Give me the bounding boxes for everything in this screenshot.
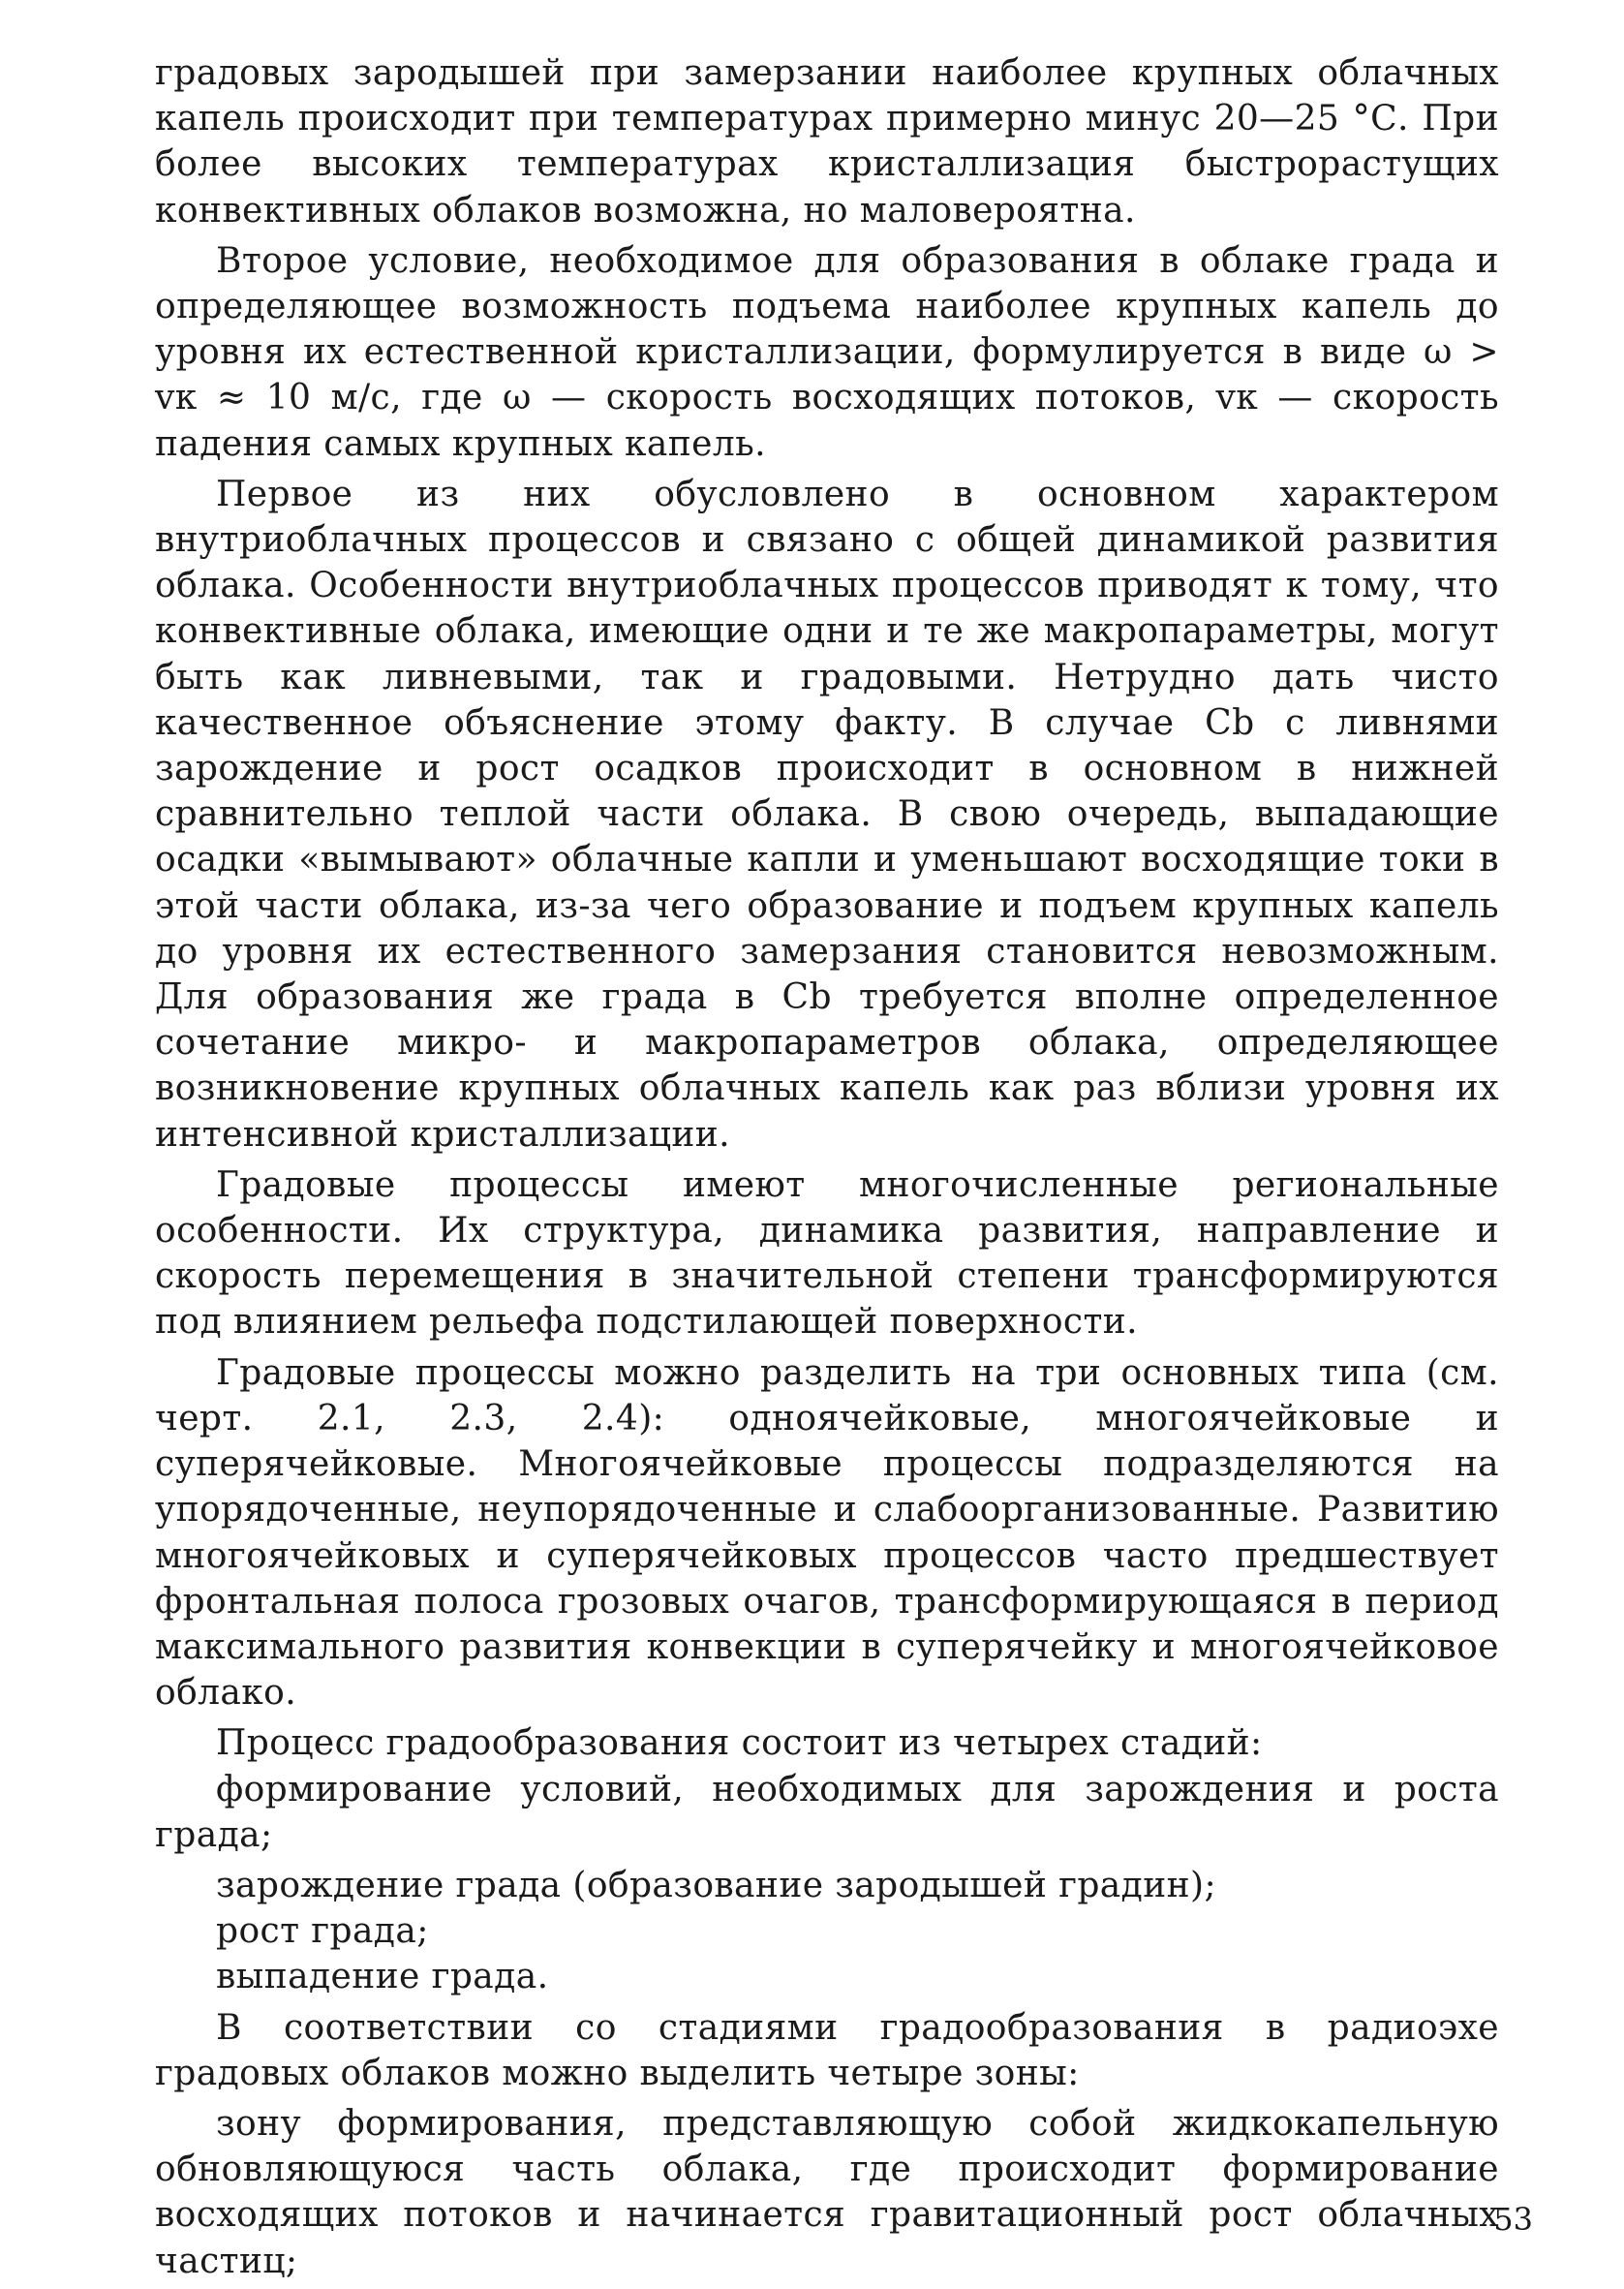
page-number: 53 xyxy=(1493,2201,1533,2238)
paragraph-second-condition: Второе условие, необходимое для образования в облаке града и определяющее возможность подъема наиболее крупных капель до уровня их естественной кристаллизации, формулируется в виде ω > vк ≈ 10 м/с, где ω — скорость восходящих потоков, vк — скорость падения самых крупных капель. xyxy=(155,240,1499,464)
paragraph-hail-embryo-temperature: градовых зародышей при замерзании наиболее крупных облачных капель происходит при температурах примерно минус 20—25 °С. При более высоких температурах кристаллизация быстрорастущих конвективных облаков возможна, но маловероятна. xyxy=(155,53,1499,231)
list-item-stage-formation: формирование условий, необходимых для зарождения и роста града; xyxy=(155,1769,1499,1855)
page-body-text xyxy=(155,50,1499,2289)
paragraph-process-types: Градовые процессы можно разделить на три основных типа (см. черт. 2.1, 2.3, 2.4): одноячейковые, многоячейковые и суперячейковые. Многоячейковые процессы подразделяются на упорядоченные, неупорядоченные и слабоорганизованные. Развитию многоячейковых и суперячейковых процессов часто предшествует фронтальная полоса грозовых очагов, трансформирующаяся в период максимального развития конвекции в суперячейку и многоячейковое облако. xyxy=(155,1352,1499,1714)
list-item-stage-growth: рост града; xyxy=(216,1911,429,1952)
paragraph-first-condition: Первое из них обусловлено в основном характером внутриоблачных процессов и связано с общей динамикой развития облака. Особенности внутриоблачных процессов приводят к тому, что конвективные облака, имеющие одни и те же макропараметры, могут быть как ливневыми, так и градовыми. Нетрудно дать чисто качественное объяснение этому факту. В случае Cb с ливнями зарождение и рост осадков происходит в основном в нижней сравнительно теплой части облака. В свою очередь, выпадающие осадки «вымывают» облачные капли и уменьшают восходящие токи в этой части облака, из-за чего образование и подъем крупных капель до уровня их естественного замерзания становится невозможным. Для образования же града в Cb требуется вполне определенное сочетание микро- и макропараметров облака, определяющее возникновение крупных облачных капель как раз вблизи уровня их интенсивной кристаллизации. xyxy=(155,474,1499,1155)
paragraph-formation-zone: зону формирования, представляющую собой жидкокапельную обновляющуюся часть облака, где происходит формирование восходящих потоков и начинается гравитационный рост облачных частиц; xyxy=(155,2103,1499,2281)
list-item-stage-fallout: выпадение града. xyxy=(216,1957,549,1997)
paragraph-four-stages-intro: Процесс градообразования состоит из четырех стадий: xyxy=(216,1723,1263,1764)
paragraph-regional-features: Градовые процессы имеют многочисленные региональные особенности. Их структура, динамика развития, направление и скорость перемещения в значительной степени трансформируются под влиянием рельефа подстилающей поверхности. xyxy=(155,1164,1499,1343)
list-item-stage-nucleation: зарождение града (образование зародышей градин); xyxy=(216,1865,1217,1905)
paragraph-four-zones-intro: В соответствии со стадиями градообразования в радиоэхе градовых облаков можно выделить четыре зоны: xyxy=(155,2007,1499,2093)
